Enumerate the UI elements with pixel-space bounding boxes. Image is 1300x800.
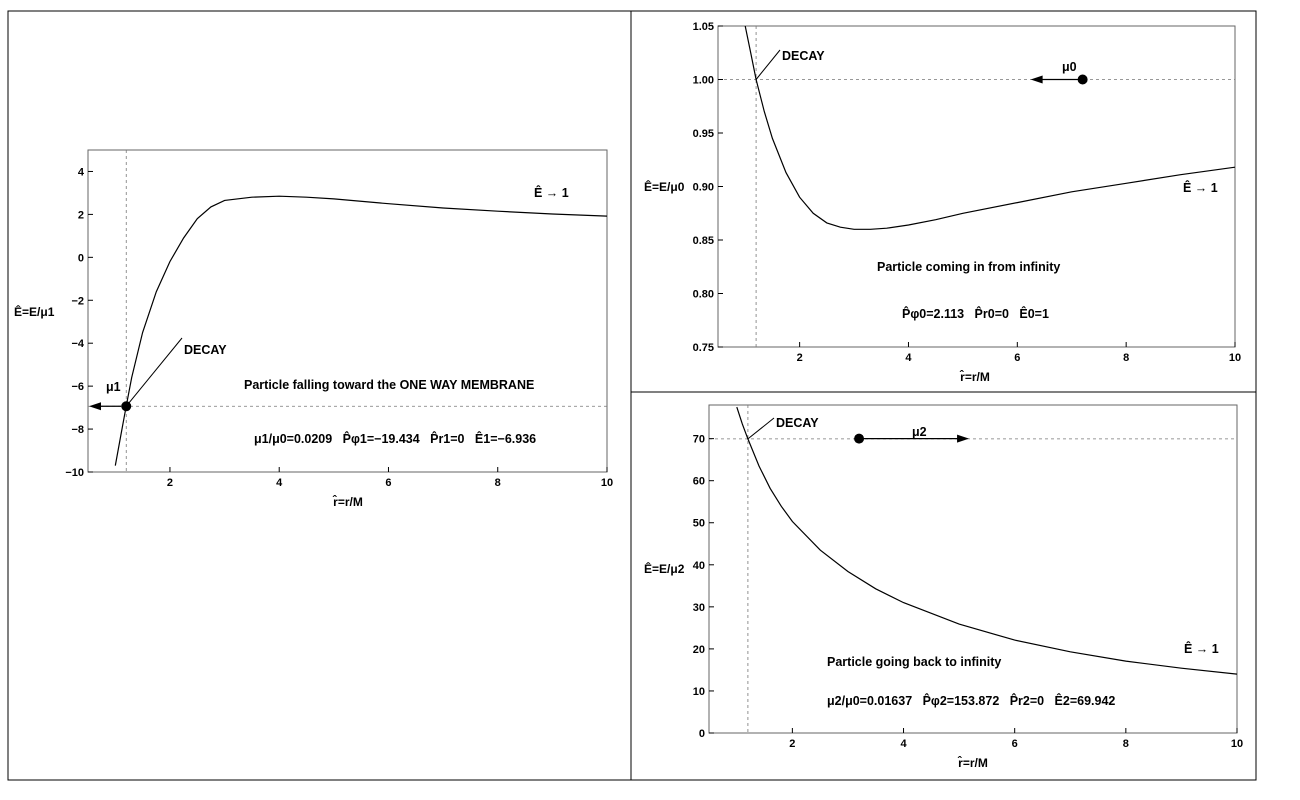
y-tick-label: 0.85 xyxy=(692,235,714,247)
x-tick-label: 4 xyxy=(276,477,283,489)
params-left: μ1/μ0=0.0209 P̂φ1=−19.434 P̂r1=0 Ê1=−6.936 xyxy=(254,432,537,446)
grid-bottom-right xyxy=(709,405,1237,733)
y-tick-label: 70 xyxy=(692,433,705,446)
params-top-right: P̂φ0=2.113 P̂r0=0 Ê0=1 xyxy=(902,307,1049,321)
x-tick-label: 4 xyxy=(900,738,907,750)
xlabel-top-right: r̂=r/M xyxy=(960,370,990,384)
x-tick-label: 2 xyxy=(789,738,796,750)
y-tick-label: 4 xyxy=(77,166,84,179)
decay-label-top-right: DECAY xyxy=(782,49,825,63)
x-tick-label: 2 xyxy=(166,477,174,489)
y-tick-label: 60 xyxy=(692,475,705,488)
y-tick-label: 1.05 xyxy=(692,21,714,33)
x-tick-label: 6 xyxy=(1011,738,1018,750)
y-tick-label: 0.95 xyxy=(692,128,714,140)
grid-top-right xyxy=(718,26,1235,347)
y-tick-label: 0.80 xyxy=(692,288,714,301)
curve-bottom-right xyxy=(737,407,1237,674)
y-tick-label: 50 xyxy=(692,517,705,530)
x-tick-label: 2 xyxy=(796,352,803,364)
ylabel-bottom-right: Ê=E/μ2 xyxy=(644,562,685,576)
x-tick-label: 8 xyxy=(1122,738,1129,750)
y-tick-label: −8 xyxy=(71,424,84,437)
x-tick-label: 10 xyxy=(1228,352,1242,364)
ylabel-top-right: Ê=E/μ0 xyxy=(644,180,685,194)
limit-label-bottom-right: Ê → 1 xyxy=(1184,642,1219,656)
y-tick-label: −4 xyxy=(71,338,84,351)
y-tick-label: −10 xyxy=(65,467,84,479)
velocity-arrowhead xyxy=(89,402,101,410)
y-tick-label: 10 xyxy=(692,685,705,698)
params-bottom-right: μ2/μ0=0.01637 P̂φ2=153.872 P̂r2=0 Ê2=69.942 xyxy=(827,694,1116,708)
x-tick-label: 10 xyxy=(1230,738,1244,750)
chart-left xyxy=(14,150,613,509)
limit-label-top-right: Ê → 1 xyxy=(1183,181,1218,195)
y-tick-label: 0 xyxy=(77,252,84,265)
y-tick-label: 2 xyxy=(77,209,84,222)
xlabel-left: r̂=r/M xyxy=(333,495,363,509)
description-top-right: Particle coming in from infinity xyxy=(877,260,1061,274)
decay-label-left: DECAY xyxy=(184,343,227,357)
y-tick-label: 0.90 xyxy=(692,181,714,194)
plot-frame-left xyxy=(88,150,607,472)
plot-frame-top-right xyxy=(718,26,1235,347)
curve-left xyxy=(115,196,607,465)
description-left: Particle falling toward the ONE WAY MEMBRANE xyxy=(244,378,535,392)
marks-left xyxy=(89,338,182,411)
grid-left xyxy=(88,150,607,472)
x-tick-label: 10 xyxy=(600,477,614,489)
x-tick-label: 6 xyxy=(385,477,392,489)
y-tick-label: 0.75 xyxy=(692,342,714,354)
description-bottom-right: Particle going back to infinity xyxy=(827,655,1002,669)
chart-top-right xyxy=(644,21,1241,384)
x-tick-label: 8 xyxy=(494,477,501,489)
mass-label-bottom-right: μ2 xyxy=(912,425,927,439)
decay-pointer-line xyxy=(748,418,774,439)
x-tick-label: 8 xyxy=(1123,352,1130,364)
ylabel-left: Ê=E/μ1 xyxy=(14,305,55,319)
particle-dot xyxy=(121,401,131,411)
decay-pointer-line xyxy=(756,50,780,80)
decay-label-bottom-right: DECAY xyxy=(776,416,819,430)
plot-frame-bottom-right xyxy=(709,405,1237,733)
mass-label-left: μ1 xyxy=(106,380,121,394)
y-tick-label: 1.00 xyxy=(692,74,714,87)
limit-label-left: Ê → 1 xyxy=(534,186,569,200)
chart-bottom-right xyxy=(644,405,1243,770)
left-panel-frame xyxy=(8,11,631,780)
y-tick-label: −2 xyxy=(71,295,84,308)
y-tick-label: 20 xyxy=(692,643,705,656)
y-tick-label: 40 xyxy=(692,559,705,572)
mass-label-top-right: μ0 xyxy=(1062,60,1077,74)
x-tick-label: 6 xyxy=(1014,352,1021,364)
velocity-arrowhead xyxy=(1031,76,1043,84)
decay-pointer-line xyxy=(126,338,182,406)
y-tick-label: 0 xyxy=(698,728,705,740)
y-tick-label: −6 xyxy=(71,381,84,394)
xlabel-bottom-right: r̂=r/M xyxy=(958,756,988,770)
velocity-arrowhead xyxy=(957,435,969,443)
y-tick-label: 30 xyxy=(692,601,705,614)
x-tick-label: 4 xyxy=(905,352,912,364)
